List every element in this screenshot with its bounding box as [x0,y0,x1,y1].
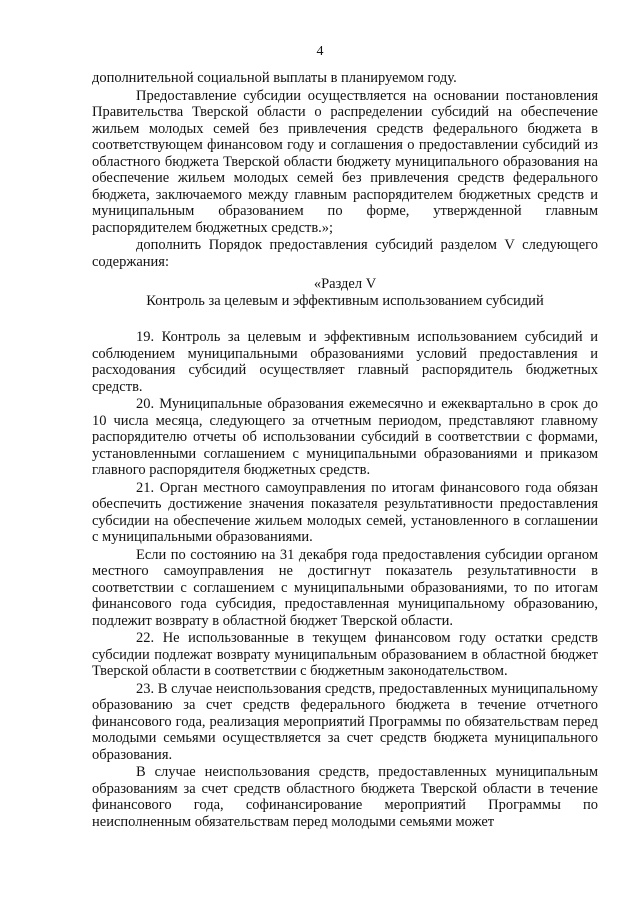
document-body [92,70,598,830]
section-heading: «Раздел V [313,276,377,292]
item-19: 19. Контроль за целевым и эффективным использованием субсидий и соблюдением муниципальными образованиями условий предоставления и расходования субсидий осуществляет главный распорядитель бюджетных средств. [92,329,598,395]
item-23: 23. В случае неиспользования средств, предоставленных муниципальному образованию за счет средств федерального бюджета в течение отчетного финансового года, реализация мероприятий Программы по обязательствам перед молодыми семьями осуществляется за счет средств бюджета муниципального образования. [92,680,598,763]
page-number: 4 [316,44,324,59]
paragraph-subsidy-basis: Предоставление субсидии осуществляется на основании постановления Правительства Тверской области о распределении субсидий на обеспечение жильем молодых семей без привлечения средств федерального бюджета в соответствующем финансовом году и соглашения о предоставлении субсидий из областного бюджета Тверской области бюджету муниципального образования на обеспечение жильем молодых семей без привлечения средств федерального бюджета, заключаемого между главным распорядителем бюджетных средств и муниципальным образованием по форме, утвержденной главным распорядителем бюджетных средств.»; [92,87,598,236]
item-21-continuation: Если по состоянию на 31 декабря года предоставления субсидии органом местного самоуправления не достигнут показатель результативности в соответствии с соглашением с муниципальными образованиями, то по итогам финансового года субсидия, предоставленная муниципальному образованию, подлежит возврату в областной бюджет Тверской области. [92,546,598,629]
item-23-continuation: В случае неиспользования средств, предоставленных муниципальным образованиям за счет средств областного бюджета Тверской области в течение финансового года, софинансирование мероприятий Программы по неисполненным обязательствам перед молодыми семьями может [92,764,598,830]
item-22: 22. Не использованные в текущем финансовом году остатки средств субсидии подлежат возврату муниципальным образованием в областной бюджет Тверской области в соответствии с бюджетным законодательством. [92,630,598,679]
item-21: 21. Орган местного самоуправления по итогам финансового года обязан обеспечить достижение значения показателя результативности предоставления субсидии на обеспечение жильем молодых семей, установленного в соглашении с муниципальными образованиями. [92,479,598,545]
item-20: 20. Муниципальные образования ежемесячно и ежеквартально в срок до 10 числа месяца, следующего за отчетным периодом, представляют главному распорядителю отчеты об использовании субсидий в соответствии с формами, установленными соглашением с муниципальными образованиями и приказом главного распорядителя бюджетных средств. [92,396,598,478]
paragraph-continuation: дополнительной социальной выплаты в планируемом году. [92,70,457,86]
section-title: Контроль за целевым и эффективным использованием субсидий [146,292,544,309]
paragraph-amendment: дополнить Порядок предоставления субсидий разделом V следующего содержания: [92,237,598,270]
